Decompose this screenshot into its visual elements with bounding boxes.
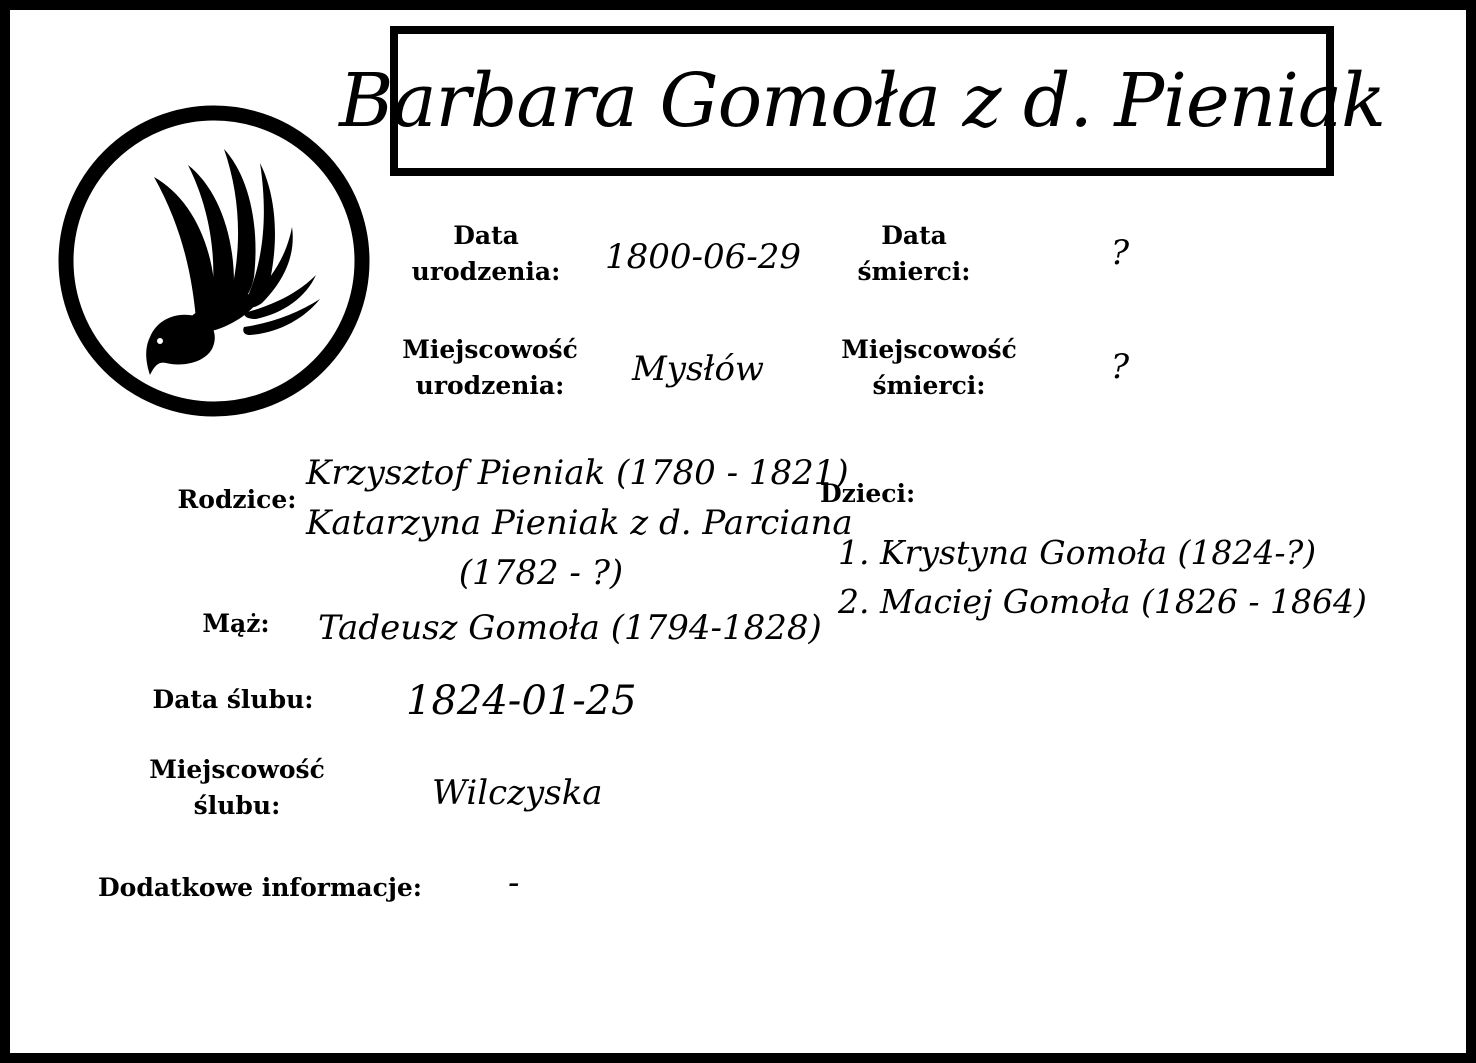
additional-info-value: -: [508, 863, 520, 903]
parents-value: [306, 448, 853, 598]
list-item: 2. Maciej Gomoła (1826 - 1864): [838, 582, 1367, 621]
mother-name: Katarzyna Pieniak z d. Parciana: [306, 503, 853, 543]
father-name: Krzysztof Pieniak (1780 - 1821): [306, 453, 849, 493]
death-place-value: ?: [1110, 347, 1130, 387]
eagle-silhouette: [146, 149, 320, 375]
death-date-label: Data śmierci:: [857, 221, 971, 286]
children-list: [838, 528, 1367, 626]
death-place-label: Miejscowość śmierci:: [841, 335, 1017, 400]
death-date-value: ?: [1110, 233, 1130, 273]
mother-years: (1782 - ?): [458, 553, 624, 593]
spouse-value: Tadeusz Gomoła (1794-1828): [318, 608, 822, 648]
birth-date-value: 1800-06-29: [604, 237, 802, 277]
birth-date-label: Data urodzenia:: [411, 221, 561, 286]
children-label: Dzieci:: [820, 479, 916, 508]
wedding-date-value: 1824-01-25: [406, 678, 637, 724]
parents-label: Rodzice:: [177, 485, 297, 514]
list-item: 1. Krystyna Gomoła (1824-?): [838, 533, 1317, 572]
wedding-date-label: Data ślubu:: [152, 685, 314, 714]
birth-place-label: Miejscowość urodzenia:: [402, 335, 578, 400]
person-name-title: Barbara Gomoła z d. Pieniak: [339, 58, 1385, 144]
title-box: [339, 26, 1385, 176]
eagle-icon: [58, 105, 370, 417]
wedding-place-value: Wilczyska: [432, 773, 603, 813]
wedding-place-label: Miejscowość ślubu:: [149, 755, 325, 820]
spouse-label: Mąż:: [202, 609, 270, 638]
additional-info-label: Dodatkowe informacje:: [98, 873, 423, 902]
birth-place-value: Mysłów: [631, 349, 765, 389]
